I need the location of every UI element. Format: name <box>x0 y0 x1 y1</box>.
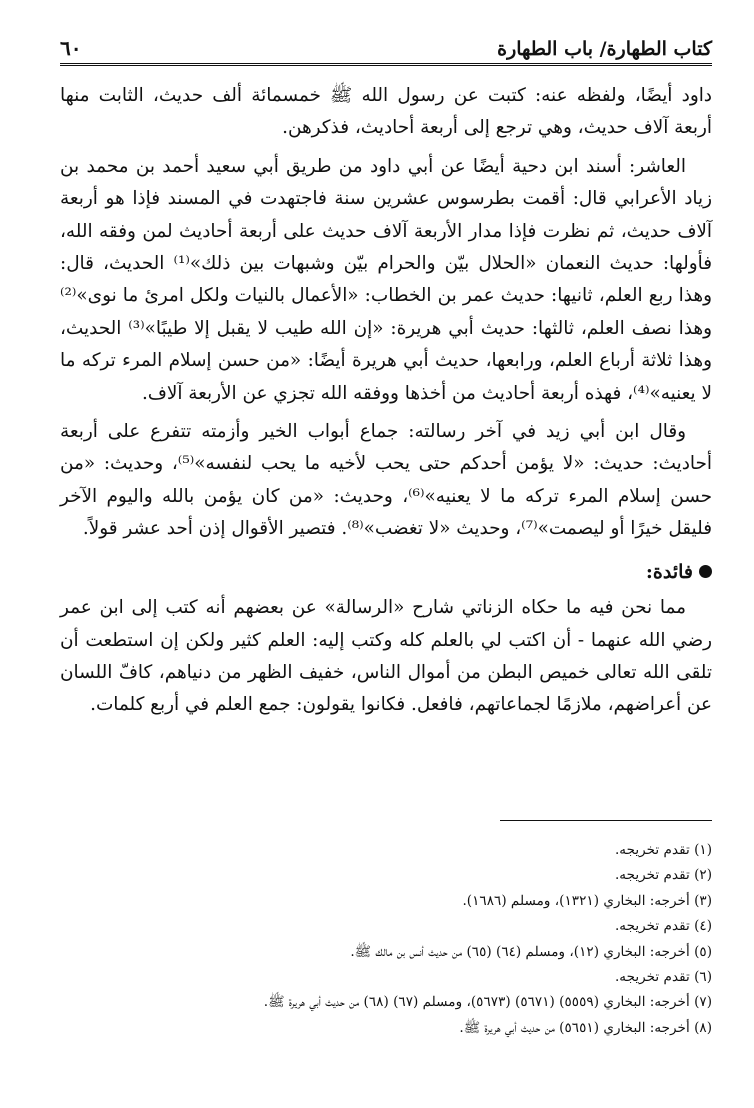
footnote: (٦) تقدم تخريجه. <box>614 969 712 986</box>
footnotes <box>60 838 712 1041</box>
footnote: (٢) تقدم تخريجه. <box>614 867 712 884</box>
bullet-icon <box>699 565 712 578</box>
main-text <box>60 80 712 722</box>
page-number: ٦٠ <box>60 36 82 60</box>
footnote: (٥) أخرجه: البخاري (١٢)، ومسلم (٦٤) (٦٥) من حديث أنس بن مالك ﷺ. <box>350 943 712 960</box>
footnote: (٤) تقدم تخريجه. <box>614 918 712 935</box>
running-title: كتاب الطهارة/ باب الطهارة <box>497 38 712 60</box>
book-page <box>60 30 712 1036</box>
benefit-heading <box>60 556 712 588</box>
footnote-separator <box>500 820 712 821</box>
paragraph-1: داود أيضًا، ولفظه عنه: كتبت عن رسول الله ﷺ خمسمائة ألف حديث، الثابت منها أربعة آلاف حديث، وهي ترجع إلى أربعة أحاديث، فذكرهن. <box>60 85 712 139</box>
paragraph-3: وقال ابن أبي زيد في آخر رسالته: جماع أبواب الخير وأزمته تتفرع على أربعة أحاديث: حديث: «لا يؤمن أحدكم حتى يحب لأخيه ما يحب لنفسه»⁽⁵⁾، وحديث: «من حسن إسلام المرء تركه ما لا يعنيه»⁽⁶⁾، وحديث: «من كان يؤمن بالله واليوم الآخر فليقل خيرًا أو ليصمت»⁽⁷⁾، وحديث «لا تغضب»⁽⁸⁾. فتصير الأقوال إذن أحد عشر قولاً. <box>60 421 712 540</box>
footnote: (٨) أخرجه: البخاري (٥٦٥١) من حديث أبي هريرة ﷺ. <box>459 1019 712 1036</box>
benefit-heading-label: فائدة: <box>645 560 693 583</box>
benefit-paragraph: مما نحن فيه ما حكاه الزناتي شارح «الرسالة» عن بعضهم أنه كتب إلى ابن عمر رضي الله عنهما - أن اكتب لي بالعلم كله وكتب إليه: العلم كثير ولكن إن استطعت أن تلقى الله تعالى خميص البطن من أموال الناس، خفيف الظهر من دنياهم، كافّ اللسان عن أعراضهم، ملازمًا لجماعاتهم، فافعل. فكانوا يقولون: جمع العلم في أربع كلمات. <box>60 597 712 716</box>
running-header <box>60 30 712 66</box>
paragraph-2: العاشر: أسند ابن دحية أيضًا عن أبي داود من طريق أبي سعيد أحمد بن محمد بن زياد الأعرابي قال: أقمت بطرسوس عشرين سنة فاجتهدت في المسند فإذا هو أربعة آلاف حديث، ثم نظرت فإذا مدار الأربعة آلاف حديث على أربعة أحاديث لمن وفقه الله، فأولها: حديث النعمان «الحلال بيّن والحرام بيّن وشبهات بين ذلك»⁽¹⁾ الحديث، قال: وهذا ربع العلم، ثانيها: حديث عمر بن الخطاب: «الأعمال بالنيات ولكل امرئ ما نوى»⁽²⁾ وهذا نصف العلم، ثالثها: حديث أبي هريرة: «إن الله طيب لا يقبل إلا طيبًا»⁽³⁾ الحديث، وهذا ثلاثة أرباع العلم، ورابعها، حديث أبي هريرة أيضًا: «من حسن إسلام المرء تركه ما لا يعنيه»⁽⁴⁾، فهذه أربعة أحاديث من أخذها ووفقه الله تجزي عن الأربعة آلاف. <box>60 155 712 404</box>
footnote: (٧) أخرجه: البخاري (٥٥٥٩) (٥٦٧١) (٥٦٧٣)، ومسلم (٦٧) (٦٨) من حديث أبي هريرة ﷺ. <box>263 994 712 1011</box>
footnote: (٣) أخرجه: البخاري (١٣٢١)، ومسلم (١٦٨٦). <box>462 892 712 909</box>
footnote: (١) تقدم تخريجه. <box>614 842 712 858</box>
